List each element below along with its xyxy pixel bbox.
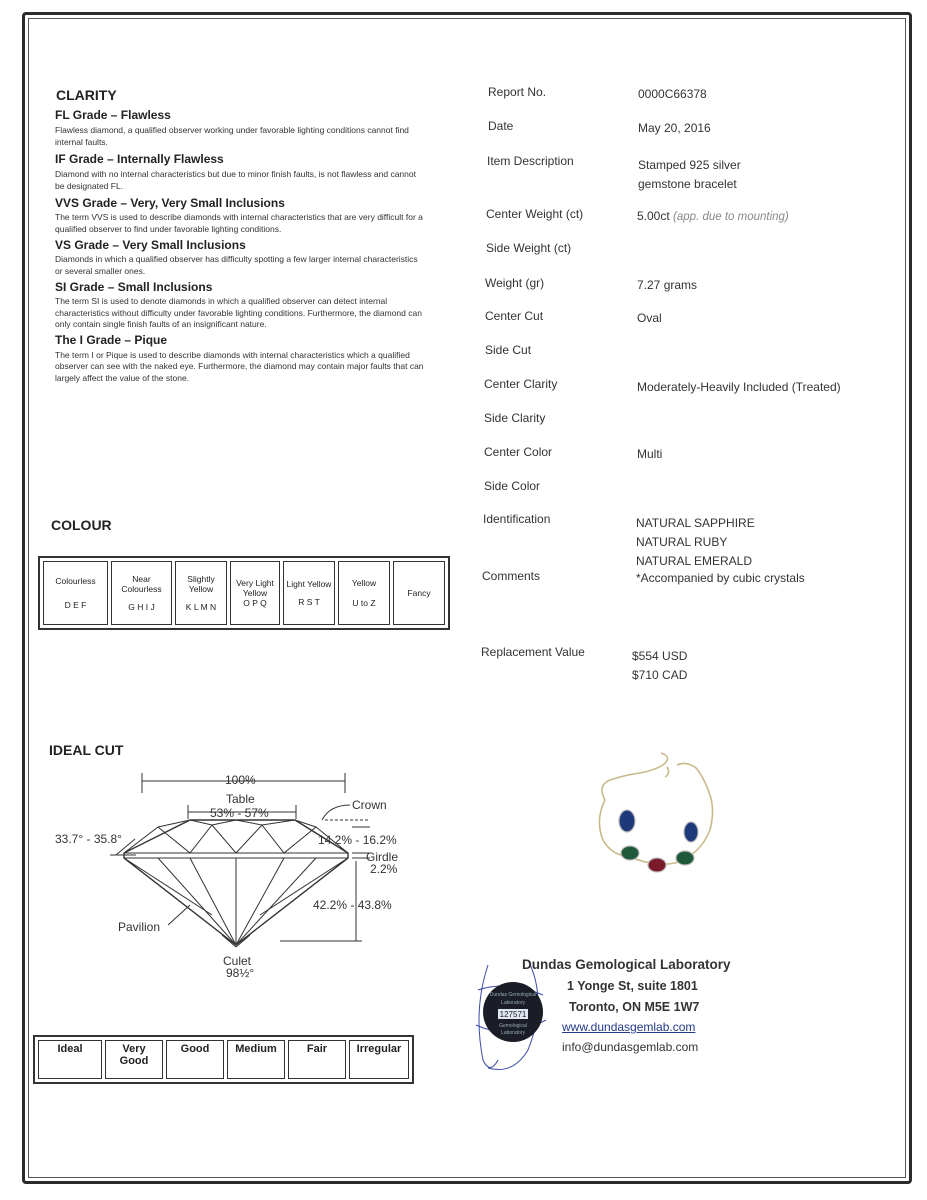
field-label-identification: Identification [483,512,551,526]
field-value-center-clarity: Moderately-Heavily Included (Treated) [637,380,841,394]
grade-title-vs: VS Grade – Very Small Inclusions [55,238,246,252]
grade-desc-fl: Flawless diamond, a qualified observer working under favorable lighting conditions cannot find internal faults. [55,125,409,147]
colour-name: Yellow [351,578,377,588]
colour-cell-light-yellow [283,561,335,625]
center-weight-note: (app. due to mounting) [673,211,789,223]
field-label-side-color: Side Color [484,479,541,493]
field-value-item-description: Stamped 925 silver gemstone bracelet [638,158,741,191]
girdle-label: Girdle [366,850,399,864]
field-label-center-clarity: Center Clarity [484,377,558,391]
cut-grade-ideal: Ideal [38,1040,102,1079]
field-label-center-weight: Center Weight (ct) [486,207,584,221]
cut-grade-table [33,1035,414,1084]
center-weight-value: 5.00ct [637,209,670,223]
lab-website-link[interactable]: www.dundasgemlab.com [562,1020,696,1034]
field-value-center-cut: Oval [637,311,662,325]
svg-text:Gemological: Gemological [499,1023,527,1029]
field-value-replacement-value: $554 USD $710 CAD [632,649,688,682]
field-label-replacement-value: Replacement Value [481,645,585,659]
sapphire-stone-right [684,822,698,842]
colour-name: Slightly Yellow [187,574,215,594]
colour-cell-slightly-yellow [175,561,227,625]
sapphire-stone-left [619,810,635,832]
colour-cell-near-colourless [111,561,172,625]
colour-name: Very Light Yellow [236,578,274,598]
colour-cell-yellow [338,561,390,625]
grade-desc-si: The term SI is used to denote diamonds in which a qualified observer can detect internal characteristics without difficulty under favorable lighting conditions. Furthermore, the diamond can only contain single finish faults of an insignificant nature. [55,296,422,329]
colour-grades: G H I J [128,602,155,612]
ruby-stone [648,858,666,872]
crown-height-label: 14.2% - 16.2% [318,833,397,847]
field-value-date: May 20, 2016 [638,121,711,135]
lab-address-line1: 1 Yonge St, suite 1801 [567,979,698,993]
grade-title-if: IF Grade – Internally Flawless [55,152,224,166]
bracelet-photo [585,745,720,895]
field-value-weight-gr: 7.27 grams [637,278,698,292]
colour-cell-fancy [393,561,445,625]
grade-desc-if: Diamond with no internal characteristics but due to minor finish faults, is not flawless and cannot be designated FL. [55,169,416,191]
colour-name: Fancy [407,588,431,598]
colour-scale [38,556,450,630]
table-range-label: 53% - 57% [210,806,269,820]
colour-grades: K L M N [185,602,217,612]
field-label-item-description: Item Description [487,154,574,168]
field-label-side-cut: Side Cut [485,343,532,357]
colour-grades: R S T [298,597,320,607]
field-value-comments: *Accompanied by cubic crystals [636,571,805,585]
diamond-diagram [40,765,430,985]
grade-desc-vs: Diamonds in which a qualified observer has difficulty spotting a few larger internal characteristics or several smaller ones. [55,254,418,276]
colour-name: Near Colourless [121,574,162,594]
field-label-side-weight: Side Weight (ct) [486,241,572,255]
grade-title-i: The I Grade – Pique [55,332,168,347]
colour-grades: U to Z [352,598,376,608]
svg-text:Laboratory: Laboratory [501,1000,525,1006]
field-value-report-no: 0000C66378 [638,87,707,101]
grade-title-fl: FL Grade – Flawless [55,108,171,122]
field-value-center-weight [637,209,789,223]
clarity-grades [55,108,425,384]
crown-angle-label: 33.7° - 35.8° [55,832,122,846]
colour-cell-colourless [43,561,108,625]
field-label-comments: Comments [482,569,541,583]
cut-grade-very-good: Very Good [105,1040,163,1079]
cut-grade-fair: Fair [288,1040,346,1079]
cut-grade-irregular: Irregular [349,1040,409,1079]
colour-name: Light Yellow [286,579,332,589]
lab-email: info@dundasgemlab.com [562,1040,699,1054]
colour-grades: O P Q [243,598,267,608]
field-value-identification: NATURAL SAPPHIRE NATURAL RUBY NATURAL EMERALD [636,516,755,568]
lab-name: Dundas Gemological Laboratory [522,957,731,972]
colour-heading: COLOUR [51,517,112,533]
culet-label: Culet [223,954,252,968]
svg-text:127571: 127571 [499,1010,527,1019]
field-label-center-cut: Center Cut [485,309,544,323]
colour-grades: D E F [64,600,87,610]
girdle-value-label: 2.2% [370,862,398,876]
field-label-report-no: Report No. [488,85,547,99]
svg-text:Laboratory: Laboratory [501,1030,525,1036]
field-label-side-clarity: Side Clarity [484,411,546,425]
pavilion-depth-label: 42.2% - 43.8% [313,898,392,912]
colour-cell-very-light-yellow [230,561,280,625]
grade-desc-i: The term I or Pique is used to describe diamonds with internal characteristics which a qualified observer can see with the naked eye. Furthermore, the diamond may contain major faults that can largely affect the value of the stone. [55,349,424,383]
width-label: 100% [225,773,256,787]
colour-scale-table [38,556,450,630]
pavilion-label: Pavilion [118,920,161,934]
culet-angle-label: 98½° [226,966,255,980]
cut-grade-good: Good [166,1040,224,1079]
ideal-cut-heading: IDEAL CUT [49,742,124,758]
field-value-center-color: Multi [637,447,663,461]
cut-grade-scale [33,1035,414,1084]
emerald-stone-right [676,851,694,865]
table-label: Table [226,792,255,806]
crown-label: Crown [352,798,387,812]
clarity-heading: CLARITY [56,87,117,103]
cut-grade-medium: Medium [227,1040,285,1079]
field-label-center-color: Center Color [484,445,553,459]
colour-name: Colourless [55,576,96,586]
field-label-weight-gr: Weight (gr) [485,276,545,290]
svg-text:Dundas Gemological: Dundas Gemological [489,992,537,998]
grade-desc-vvs: The term VVS is used to describe diamonds with internal characteristics that are very difficult for a qualified observer to find under favorable lighting conditions. [55,212,423,234]
lab-address-line2: Toronto, ON M5E 1W7 [569,1000,700,1014]
field-label-date: Date [488,119,514,133]
grade-title-si: SI Grade – Small Inclusions [55,280,213,294]
emerald-stone-left [621,846,639,860]
grade-title-vvs: VVS Grade – Very, Very Small Inclusions [55,196,285,210]
